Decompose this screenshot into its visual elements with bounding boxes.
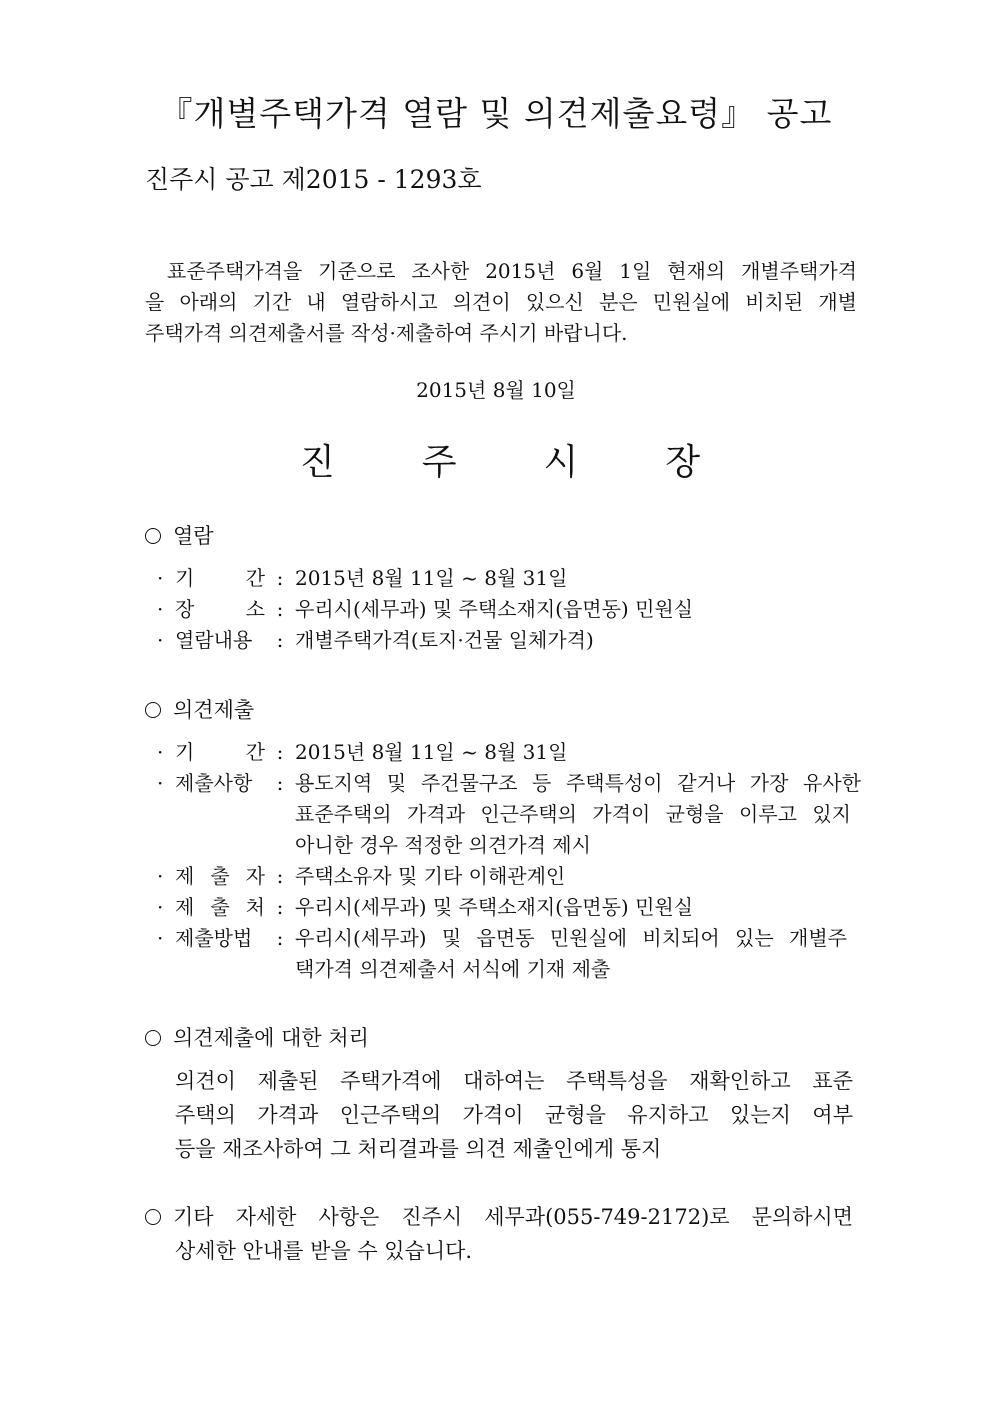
item-value: 개별주택가격(토지·건물 일체가격) <box>295 628 594 652</box>
list-item <box>157 923 861 985</box>
item-value: 2015년 8월 11일 ~ 8월 31일 <box>295 566 568 590</box>
item-label: 장 소 <box>175 597 265 621</box>
colon: : <box>276 895 284 919</box>
list-item <box>157 861 861 892</box>
colon: : <box>276 628 284 652</box>
paragraph-line: 상세한 안내를 받을 수 있습니다. <box>175 1239 473 1263</box>
colon: : <box>276 926 284 950</box>
bullet-icon: · <box>157 597 164 621</box>
bullet-icon: · <box>157 864 164 888</box>
intro-line: 주택가격 의견제출서를 작성·제출하여 주시기 바랍니다. <box>145 321 628 345</box>
section-processing-heading <box>145 1022 369 1052</box>
item-label: 기 간 <box>175 740 265 764</box>
colon: : <box>276 864 284 888</box>
item-value: 우리시(세무과) 및 주택소재지(읍면동) 민원실 <box>295 895 694 919</box>
item-label: 제출사항 <box>175 771 253 795</box>
item-label: 제출방법 <box>175 926 253 950</box>
circle-bullet-icon <box>145 1209 161 1225</box>
item-label: 제 출 처 <box>175 895 265 919</box>
item-value: 주택소유자 및 기타 이해관계인 <box>295 864 566 888</box>
list-item <box>157 737 861 768</box>
bullet-icon: · <box>157 628 164 652</box>
notice-date: 2015년 8월 10일 <box>416 378 576 402</box>
list-item <box>157 563 861 594</box>
colon: : <box>276 740 284 764</box>
bullet-icon: · <box>157 771 164 795</box>
item-value: 2015년 8월 11일 ~ 8월 31일 <box>295 740 568 764</box>
signer-char: 주 <box>421 442 457 483</box>
list-item <box>157 892 861 923</box>
signer-char: 진 <box>300 442 335 483</box>
colon: : <box>276 566 284 590</box>
section-heading-text: 의견제출 <box>173 698 255 722</box>
section-heading-text: 열람 <box>173 524 214 548</box>
item-value: 용도지역 및 주건물구조 등 주택특성이 같거나 가장 유사한 표준주택의 가격과 인근주택의 가격이 균형을 이루고 있지 아니한 경우 적정한 의견가격 제시 <box>295 771 861 857</box>
bullet-icon: · <box>157 926 164 950</box>
circle-bullet-icon <box>145 1030 161 1046</box>
bullet-icon: · <box>157 895 164 919</box>
signer <box>300 434 700 485</box>
item-label: 기 간 <box>175 566 265 590</box>
paragraph-line: 의견이 제출된 주택가격에 대하여는 주택특성을 재확인하고 표준 <box>175 1069 853 1093</box>
circle-bullet-icon <box>145 702 161 718</box>
bullet-icon: · <box>157 566 164 590</box>
item-label: 열람내용 <box>175 628 253 652</box>
list-item <box>157 625 861 656</box>
submission-items <box>157 737 861 985</box>
intro-paragraph <box>145 256 857 349</box>
page-title: 『개별주택가격 열람 및 의견제출요령』 공고 <box>159 94 833 133</box>
colon: : <box>276 771 284 795</box>
paragraph-line: 등을 재조사하여 그 처리결과를 의견 제출인에게 통지 <box>175 1137 662 1161</box>
signer-char: 시 <box>543 442 579 483</box>
item-value: 우리시(세무과) 및 주택소재지(읍면동) 민원실 <box>295 597 694 621</box>
section-submission-heading <box>145 694 254 724</box>
intro-line: 표준주택가격을 기준으로 조사한 2015년 6월 1일 현재의 개별주택가격 <box>167 259 857 283</box>
section-heading-text: 의견제출에 대한 처리 <box>173 1026 369 1050</box>
processing-paragraph <box>175 1064 853 1166</box>
notice-number: 진주시 공고 제2015 - 1293호 <box>145 165 482 194</box>
circle-bullet-icon <box>145 528 161 544</box>
viewing-items <box>157 563 861 656</box>
item-value: 우리시(세무과) 및 읍면동 민원실에 비치되어 있는 개별주 택가격 의견제출서 서식에 기재 제출 <box>295 926 847 981</box>
colon: : <box>276 597 284 621</box>
paragraph-line: 기타 자세한 사항은 진주시 세무과(055-749-2172)로 문의하시면 <box>145 1200 853 1234</box>
other-info <box>145 1200 853 1268</box>
bullet-icon: · <box>157 740 164 764</box>
list-item <box>157 594 861 625</box>
item-label: 제 출 자 <box>175 864 265 888</box>
intro-line: 을 아래의 기간 내 열람하시고 의견이 있으신 분은 민원실에 비치된 개별 <box>145 290 857 314</box>
signer-char: 장 <box>665 442 700 483</box>
list-item <box>157 768 861 861</box>
section-viewing-heading <box>145 520 214 550</box>
paragraph-line: 주택의 가격과 인근주택의 가격이 균형을 유지하고 있는지 여부 <box>175 1103 853 1127</box>
